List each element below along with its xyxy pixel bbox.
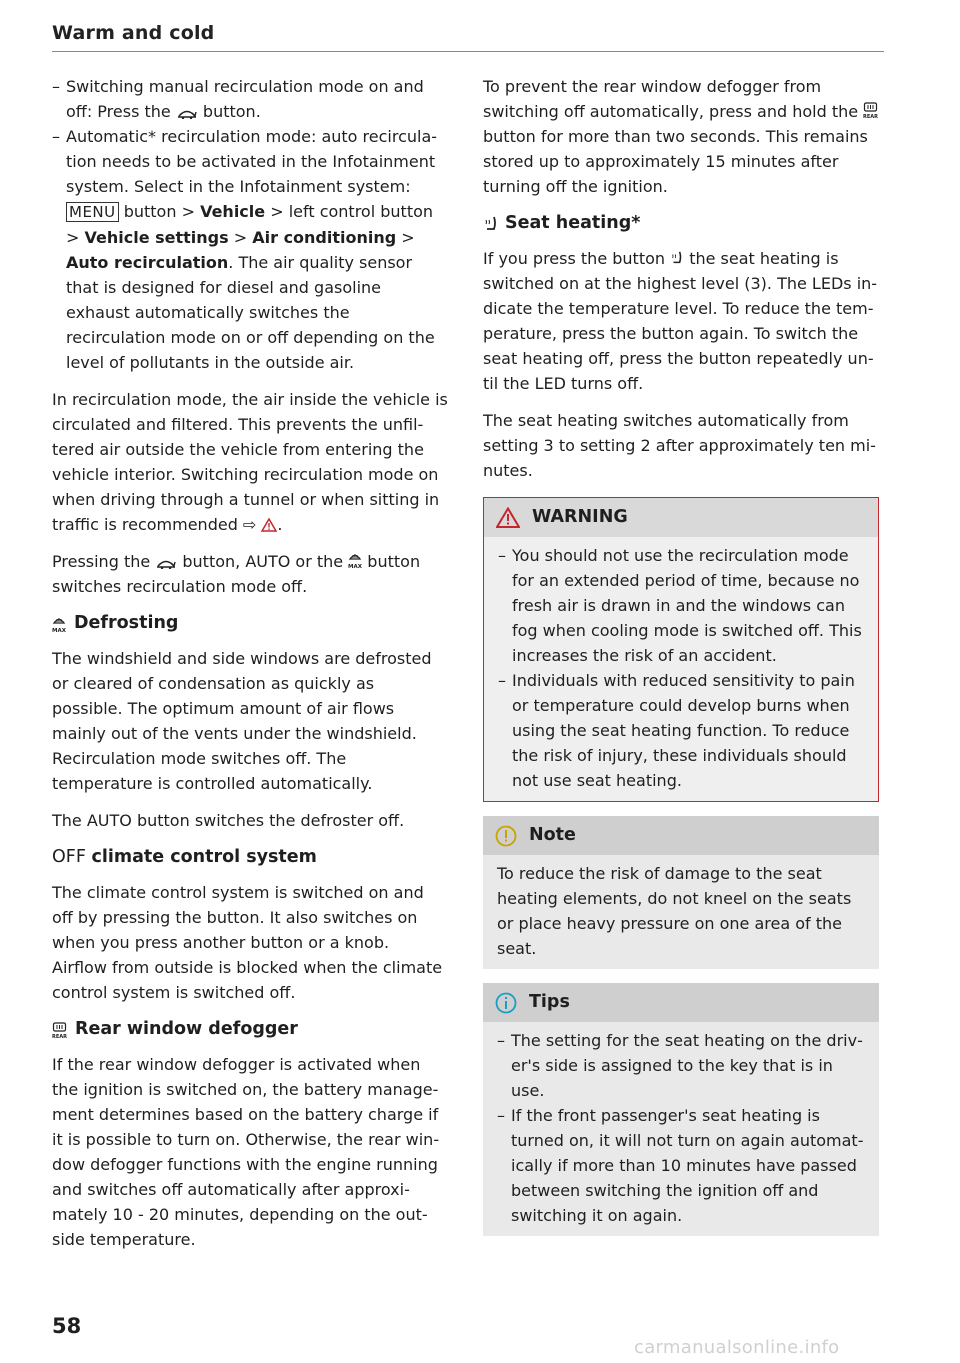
section-title: Warm and cold: [52, 22, 215, 44]
paragraph: The climate control system is switched on and off by pressing the button. It also switches on when you press another button or a knob. Airflow from outside is blocked when the climate control system is switched off.: [52, 883, 443, 1002]
tips-body: [483, 1022, 879, 1236]
paragraph: If the rear window defogger is activated when the ignition is switched on, the battery management determines based on the battery charge if it is possible to turn on. Otherwise, the rear window defogger functions with the engine running and switches off automatically after approximately 10 - 20 minutes, depending on the outside temperature.: [52, 1055, 440, 1249]
recirculation-list: [52, 74, 448, 375]
svg-text:MAX: MAX: [348, 564, 363, 569]
paragraph: To prevent the rear window defogger from switching off automatically, press and hold the REAR button for more than two seconds. This remains stored up to approximately 15 minutes after turning off the ignition.: [483, 77, 879, 196]
note-circle-icon: [495, 825, 529, 847]
page-number: 58: [52, 1314, 82, 1338]
menu-key-label: MENU: [66, 202, 119, 222]
warning-box: [483, 497, 879, 802]
recirculation-icon: [176, 107, 198, 119]
list-item: – If the front passenger's seat heating is turned on, it will not turn on again automatically if more than 10 minutes have passed between switching the ignition off and switching it on again.: [497, 1103, 865, 1228]
recirculation-icon: [155, 557, 177, 569]
svg-text:REAR: REAR: [52, 1033, 67, 1039]
paragraph: The windshield and side windows are defrosted or cleared of condensation as quickly as possible. The optimum amount of air flows mainly out of the vents under the windshield. Recirculation mode switches off. The temperature is controlled automatically.: [52, 649, 432, 793]
right-column: [483, 74, 879, 1250]
list-item: – You should not use the recirculation mode for an extended period of time, because no fresh air is drawn in and the windows can fog when cooling mode is switched off. This increases the risk of an accident.: [498, 543, 864, 668]
svg-text:REAR: REAR: [863, 114, 879, 119]
header-divider: [52, 51, 884, 52]
heading-defrosting: MAX Defrosting: [52, 613, 179, 633]
list-item: – The setting for the seat heating on the driver's side is assigned to the key that is in use.: [497, 1028, 865, 1103]
warning-triangle-icon: [261, 518, 277, 532]
paragraph: To reduce the risk of damage to the seat heating elements, do not kneel on the seats or place heavy pressure on one area of the seat.: [497, 864, 852, 958]
rear-defogger-icon: [52, 1021, 67, 1039]
tips-info-icon: [495, 992, 529, 1014]
svg-text:MAX: MAX: [52, 627, 66, 633]
seat-heating-icon: [670, 250, 684, 266]
paragraph: The AUTO button switches the defroster off.: [52, 811, 405, 830]
warning-body: [484, 537, 878, 801]
heading-rear-window-defogger: REAR Rear window defogger: [52, 1019, 298, 1039]
paragraph: If you press the button the seat heating is switched on at the highest level (3). The LEDs indicate the temperature level. To reduce the temperature, press the button again. To switch the seat heating off, press the button repeatedly until the LED turns off.: [483, 249, 878, 393]
note-box: [483, 816, 879, 969]
defrost-max-icon: [52, 615, 66, 633]
left-column: [52, 74, 448, 1264]
heading-off-climate-control: OFF climate control system: [52, 847, 317, 867]
heading-seat-heating: Seat heating*: [483, 211, 879, 236]
list-item: – Automatic* recirculation mode: auto recirculation needs to be activated in the Infotainment system. Select in the Infotainment system: MENU button > Vehicle > left control button > Vehicle settings > Air conditioning > Auto recirculation. The air quality sensor that is designed for diesel and gasoline exhaust automatically switches the recirculation mode on or off depending on the level of pollutants in the outside air.: [52, 124, 448, 375]
note-body: [483, 855, 879, 969]
warning-triangle-icon: [496, 507, 532, 528]
paragraph: The seat heating switches automatically from setting 3 to setting 2 after approximately ten minutes.: [483, 411, 876, 480]
warning-header: WARNING: [484, 498, 878, 537]
rear-defogger-icon: [863, 101, 878, 119]
seat-heating-icon: [483, 215, 499, 233]
paragraph: Pressing the button, AUTO or the MAX button switches recirculation mode off.: [52, 552, 421, 596]
tips-box: [483, 983, 879, 1236]
list-item: – Individuals with reduced sensitivity to pain or temperature could develop burns when using the seat heating function. To reduce the risk of injury, these individuals should not use seat heating.: [498, 668, 864, 793]
tips-header: Tips: [483, 983, 879, 1022]
note-header: Note: [483, 816, 879, 855]
watermark: carmanualsonline.info: [634, 1337, 840, 1358]
defrost-max-icon: [348, 551, 362, 569]
paragraph: In recirculation mode, the air inside the vehicle is circulated and filtered. This prevents the unfiltered air outside the vehicle from entering the vehicle interior. Switching recirculation mode on when driving through a tunnel or when sitting in traffic is recommended ⇨ .: [52, 390, 448, 534]
list-item: – Switching manual recirculation mode on and off: Press the button.: [52, 74, 448, 124]
